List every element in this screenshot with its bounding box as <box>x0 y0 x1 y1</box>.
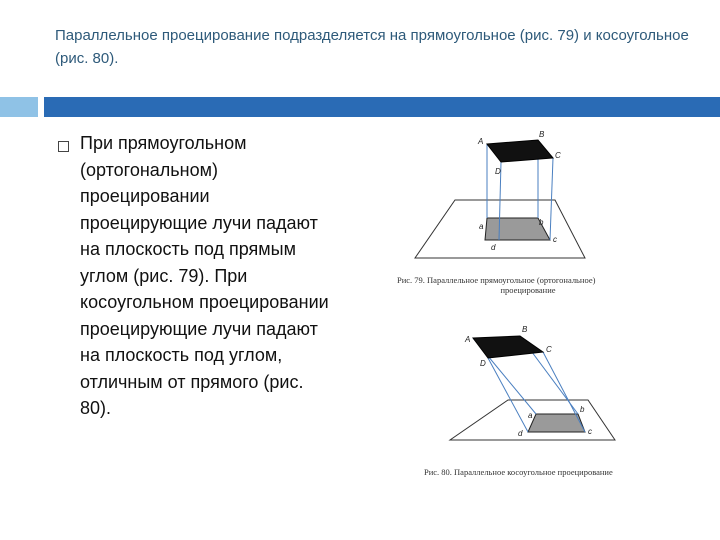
label-c: C <box>546 345 552 354</box>
body-paragraph: При прямоугольном (ортогональном) проецировании проецирующие лучи падают на плоскость под прямым углом (рис. 79). При косоугольном проецировании проецирующие лучи падают на плоскость под углом, отличным от прямого (рис. 80). <box>80 133 329 418</box>
label-d: D <box>480 359 486 368</box>
figure-80-caption: Рис. 80. Параллельное косоугольное проецирование <box>424 467 613 477</box>
figure-79-caption <box>397 275 659 295</box>
label-a1: a <box>528 411 533 420</box>
accent-bar <box>44 97 720 117</box>
label-b1: b <box>580 405 585 414</box>
label-b: B <box>539 130 545 139</box>
object-square <box>487 140 553 162</box>
figure-79-caption-line2: проецирование <box>500 285 556 295</box>
bullet-square-icon <box>58 141 69 152</box>
label-c1: c <box>588 427 592 436</box>
object-square <box>473 336 543 358</box>
label-c: C <box>555 151 561 160</box>
figure-79-orthogonal-projection <box>395 128 665 273</box>
label-a: A <box>478 137 484 146</box>
label-c1: c <box>553 235 557 244</box>
label-b1: b <box>539 218 544 227</box>
label-a1: a <box>479 222 484 231</box>
figure-80-oblique-projection <box>430 322 630 464</box>
label-b: B <box>522 325 528 334</box>
slide-title: Параллельное проецирование подразделяется на прямоугольное (рис. 79) и косоугольное (рис. 80). <box>55 27 689 67</box>
figure-79-caption-line1: Рис. 79. Параллельное прямоугольное (ортогональное) <box>397 275 596 285</box>
label-d1: d <box>491 243 496 252</box>
label-a: A <box>465 335 471 344</box>
label-d: D <box>495 167 501 176</box>
accent-bar-left <box>0 97 38 117</box>
label-d1: d <box>518 429 523 438</box>
